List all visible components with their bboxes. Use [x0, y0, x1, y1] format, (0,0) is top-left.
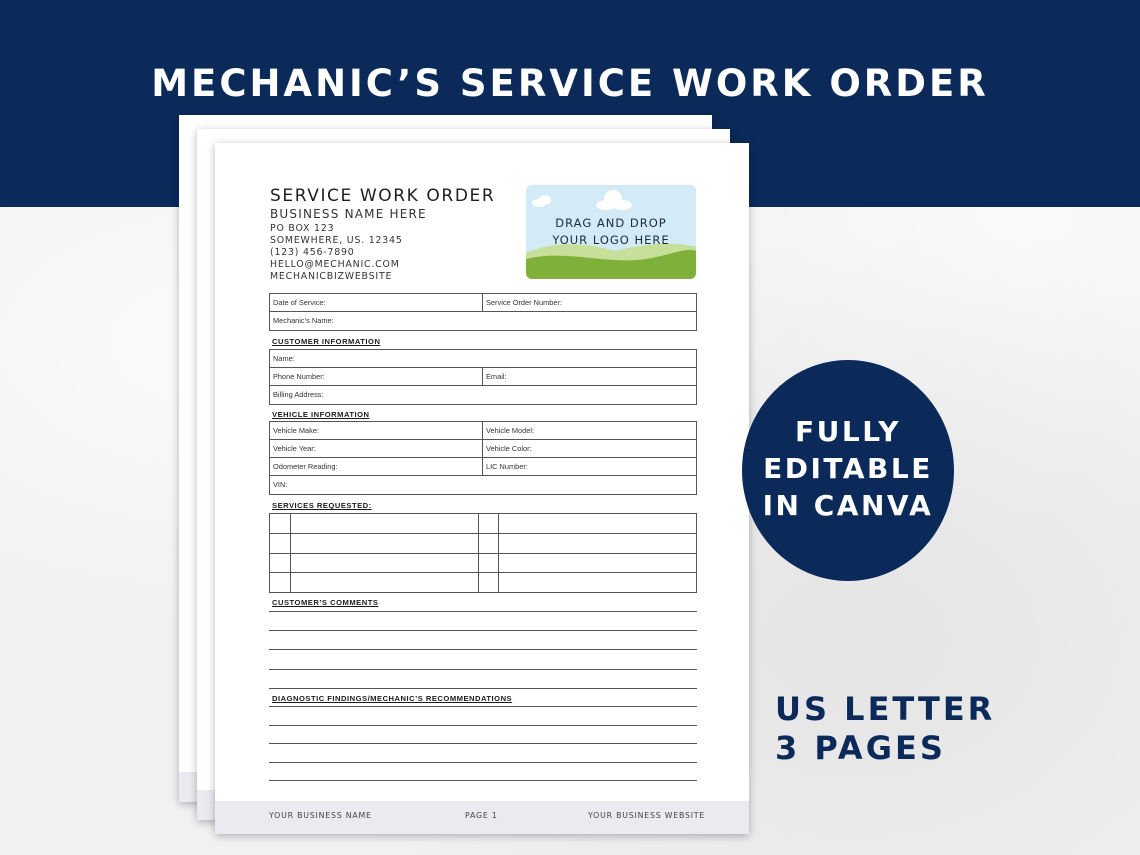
vehicle-info-heading: VEHICLE INFORMATION [272, 410, 370, 419]
table-col-divider [498, 514, 499, 592]
footer-business-name: YOUR BUSINESS NAME [269, 811, 372, 820]
table-row-divider [270, 572, 696, 573]
website-line: MECHANICBIZWEBSITE [270, 271, 393, 282]
diagnostic-line[interactable] [269, 762, 697, 763]
badge-line: EDITABLE [763, 452, 933, 485]
badge-line: IN CANVA [762, 489, 934, 522]
editable-badge [742, 360, 954, 581]
lic-number-field[interactable]: LIC Number: [482, 458, 696, 476]
logo-placeholder-text: DRAG AND DROP YOUR LOGO HERE [552, 216, 670, 247]
logo-placeholder[interactable] [526, 185, 696, 279]
phone-number-field[interactable]: Phone Number: [273, 372, 325, 381]
table-col-divider [290, 514, 291, 592]
phone-line: (123) 456-7890 [270, 247, 355, 258]
footer-page-number: PAGE 1 [465, 811, 498, 820]
vehicle-year-field[interactable]: Vehicle Year: [273, 444, 316, 453]
banner-title: MECHANIC’S SERVICE WORK ORDER [151, 62, 989, 105]
customer-info-heading: CUSTOMER INFORMATION [272, 337, 381, 346]
service-order-number-field[interactable]: Service Order Number: [482, 294, 696, 312]
email-field[interactable]: Email: [482, 368, 696, 386]
diagnostic-line[interactable] [269, 743, 697, 744]
email-line: HELLO@MECHANIC.COM [270, 259, 400, 270]
diagnostic-line[interactable] [269, 706, 697, 707]
table-row-divider [270, 553, 696, 554]
table-row-divider [270, 533, 696, 534]
vehicle-info-table [269, 421, 697, 495]
badge-line: FULLY [795, 415, 901, 448]
mechanic-name-field[interactable]: Mechanic’s Name: [273, 316, 334, 325]
vehicle-model-field[interactable]: Vehicle Model: [482, 422, 696, 440]
address-line: SOMEWHERE, US. 12345 [270, 235, 403, 246]
page-footer [215, 801, 749, 834]
customer-comments-heading: CUSTOMER’S COMMENTS [272, 598, 379, 607]
vehicle-make-field[interactable]: Vehicle Make: [273, 426, 320, 435]
vehicle-color-field[interactable]: Vehicle Color: [482, 440, 696, 458]
services-requested-heading: SERVICES REQUESTED: [272, 501, 372, 510]
footer-business-website: YOUR BUSINESS WEBSITE [588, 811, 706, 820]
document-title: SERVICE WORK ORDER [270, 186, 496, 206]
comment-line[interactable] [269, 649, 697, 650]
table-col-divider [478, 514, 479, 592]
vin-field[interactable]: VIN: [273, 480, 288, 489]
page-count-label: 3 PAGES [775, 729, 946, 767]
us-letter-label: US LETTER [775, 690, 996, 728]
comment-line[interactable] [269, 669, 697, 670]
diagnostic-line[interactable] [269, 780, 697, 781]
diagnostic-heading: DIAGNOSTIC FINDINGS/MECHANIC’S RECOMMENDATIONS [272, 694, 513, 703]
work-order-page [215, 143, 749, 834]
address-line: PO BOX 123 [270, 223, 335, 234]
comment-line[interactable] [269, 611, 697, 612]
comment-line[interactable] [269, 688, 697, 689]
diagnostic-line[interactable] [269, 725, 697, 726]
odometer-reading-field[interactable]: Odometer Reading: [273, 462, 338, 471]
services-requested-table[interactable] [269, 513, 697, 593]
date-of-service-field[interactable]: Date of Service: [273, 298, 326, 307]
order-info-table [269, 293, 697, 331]
customer-name-field[interactable]: Name: [273, 354, 295, 363]
billing-address-field[interactable]: Billing Address: [273, 390, 324, 399]
customer-info-table [269, 349, 697, 405]
business-name: BUSINESS NAME HERE [270, 207, 427, 221]
comment-line[interactable] [269, 630, 697, 631]
